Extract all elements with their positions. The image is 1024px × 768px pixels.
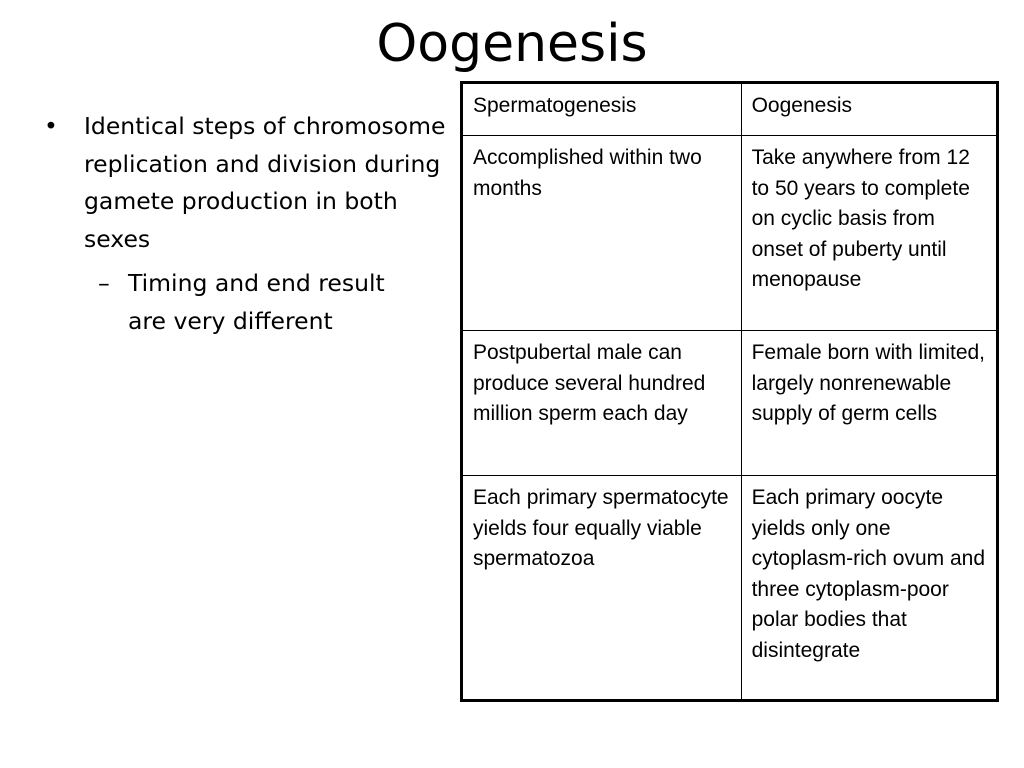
table-cell: Each primary spermatocyte yields four equally viable spermatozoa	[462, 476, 742, 701]
header-spermatogenesis: Spermatogenesis	[462, 83, 742, 136]
table-row	[462, 136, 998, 331]
table-cell: Postpubertal male can produce several hundred million sperm each day	[462, 331, 742, 476]
header-oogenesis: Oogenesis	[741, 83, 997, 136]
slide-title: Oogenesis	[376, 14, 648, 74]
table-cell: Each primary oocyte yields only one cytoplasm-rich ovum and three cytoplasm-poor polar bodies that disintegrate	[741, 476, 997, 701]
bullet-item	[44, 108, 454, 258]
table-cell: Female born with limited, largely nonrenewable supply of germ cells	[741, 331, 997, 476]
table-cell: Take anywhere from 12 to 50 years to complete on cyclic basis from onset of puberty until menopause	[741, 136, 997, 331]
table-row	[462, 331, 998, 476]
table-row	[462, 476, 998, 701]
comparison-table	[460, 81, 999, 702]
bullet-list	[44, 108, 454, 340]
table-cell: Accomplished within two months	[462, 136, 742, 331]
table-header-row	[462, 83, 998, 136]
bullet-text: Identical steps of chromosome replication and division during gamete production in both sexes	[84, 112, 446, 253]
sub-bullet-text: Timing and end result are very different	[128, 269, 385, 335]
bullet-marker: •	[44, 112, 58, 140]
sub-bullet-item	[44, 265, 454, 340]
sub-bullet-marker: –	[98, 269, 110, 297]
